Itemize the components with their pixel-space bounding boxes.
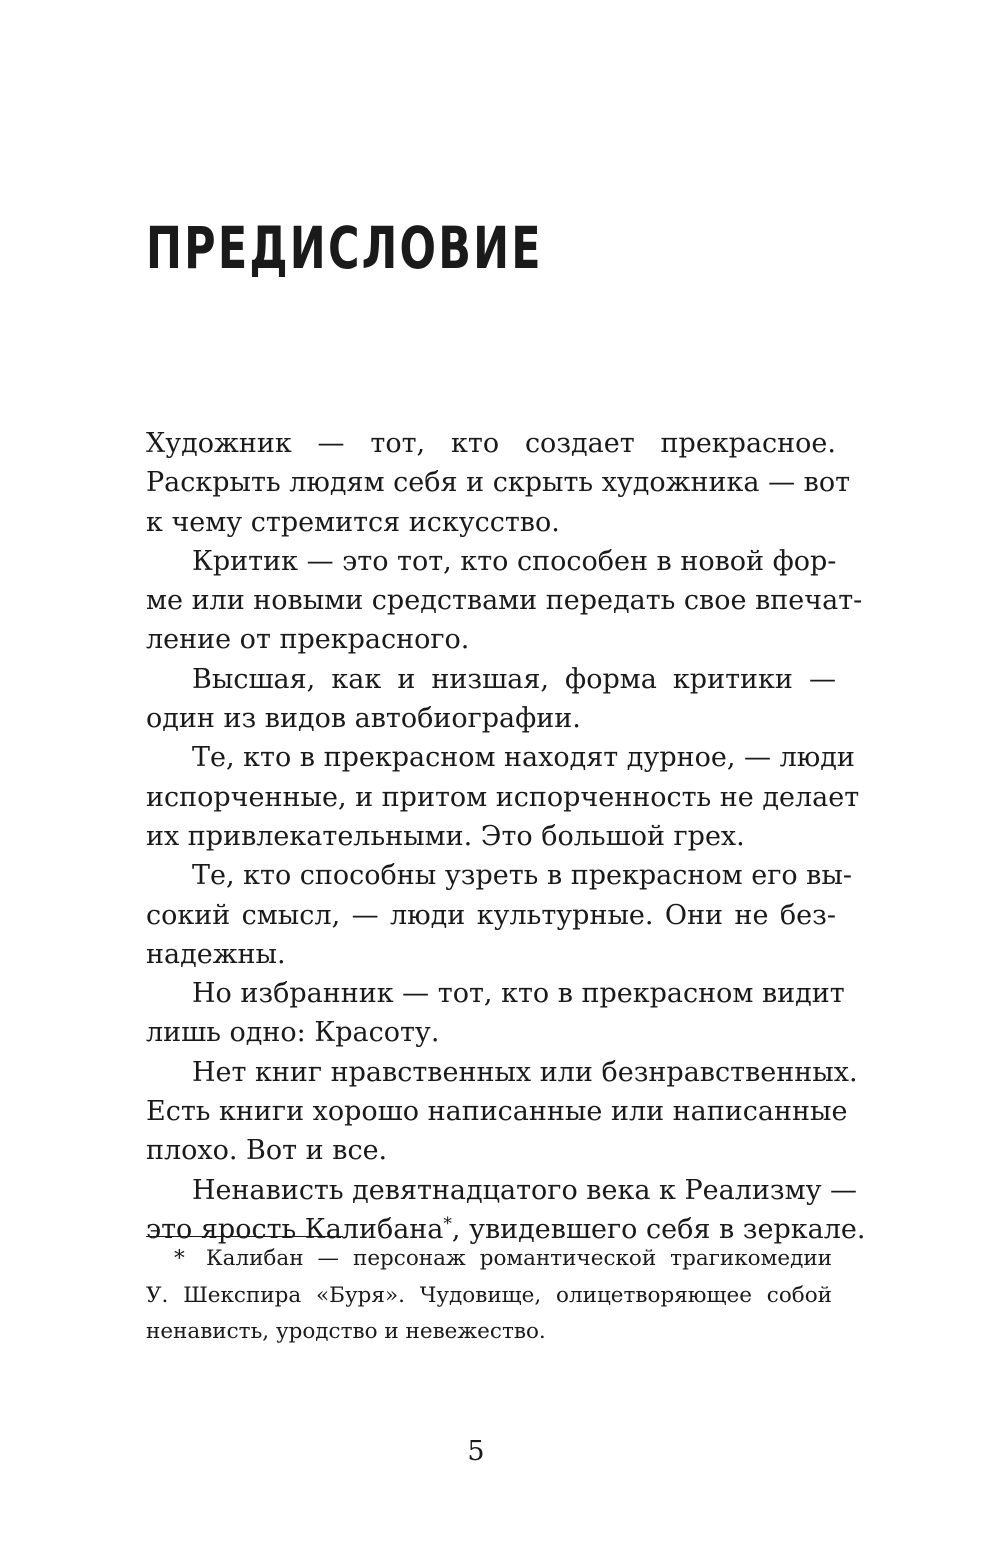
paragraph-4 bbox=[146, 738, 860, 856]
text-line: надежны. bbox=[146, 938, 286, 970]
text-line: Нет книг нравственных или безнравственных. bbox=[192, 1056, 858, 1088]
footnote-text: Калибан — персонаж романтической трагикомедии bbox=[205, 1246, 832, 1271]
text-line: лишь одно: Красоту. bbox=[146, 1017, 440, 1049]
footnote bbox=[146, 1241, 832, 1351]
footnote-reference[interactable]: * bbox=[443, 1213, 452, 1234]
text-line: к чему стремится искусство. bbox=[146, 506, 560, 538]
text-line: ме или новыми средствами передать свое впечат- bbox=[146, 585, 863, 617]
text-line: Те, кто способны узреть в прекрасном его вы- bbox=[192, 860, 852, 892]
footnote-line: ненависть, уродство и невежество. bbox=[146, 1319, 546, 1344]
text-segment: , увидевшего себя в зеркале. bbox=[451, 1213, 866, 1245]
text-line: Те, кто в прекрасном находят дурное, — люди bbox=[192, 742, 855, 774]
paragraph-2 bbox=[146, 542, 863, 660]
text-segment: это ярость Калибана bbox=[146, 1213, 444, 1245]
text-line: один из видов автобиографии. bbox=[146, 703, 581, 735]
text-line: Художник — тот, кто создает прекрасное. bbox=[146, 428, 836, 459]
paragraph-7 bbox=[146, 1053, 858, 1171]
footnote-line: У. Шекспира «Буря». Чудовище, олицетворяющее собой bbox=[146, 1282, 832, 1308]
text-line: Ненависть девятнадцатого века к Реализму — bbox=[192, 1174, 858, 1206]
text-line: испорченные, и притом испорченность не делает bbox=[146, 781, 860, 813]
main-text bbox=[146, 424, 866, 1249]
footnote-marker: * bbox=[174, 1246, 185, 1271]
text-line: ление от прекрасного. bbox=[146, 624, 470, 656]
paragraph-1 bbox=[146, 424, 851, 542]
footnote-line bbox=[146, 1241, 832, 1278]
text-line: Критик — это тот, кто способен в новой фор- bbox=[192, 545, 837, 577]
text-line: плохо. Вот и все. bbox=[146, 1135, 388, 1167]
chapter-title: ПРЕДИСЛОВИЕ bbox=[146, 214, 543, 282]
footnote-separator bbox=[146, 1236, 343, 1237]
text-line: Раскрыть людям себя и скрыть художника — вот bbox=[146, 467, 851, 499]
text-line: их привлекательными. Это большой грех. bbox=[146, 820, 745, 852]
paragraph-6 bbox=[146, 974, 845, 1053]
text-line: Высшая, как и низшая, форма критики — bbox=[192, 663, 836, 695]
paragraph-8 bbox=[146, 1171, 866, 1250]
text-line: сокий смысл, — люди культурные. Они не без- bbox=[146, 899, 836, 931]
text-line: Есть книги хорошо написанные или написанные bbox=[146, 1096, 848, 1128]
page-number: 5 bbox=[467, 1436, 485, 1467]
text-line: Но избранник — тот, кто в прекрасном видит bbox=[192, 978, 845, 1010]
paragraph-5 bbox=[146, 856, 852, 974]
paragraph-3 bbox=[146, 660, 836, 739]
